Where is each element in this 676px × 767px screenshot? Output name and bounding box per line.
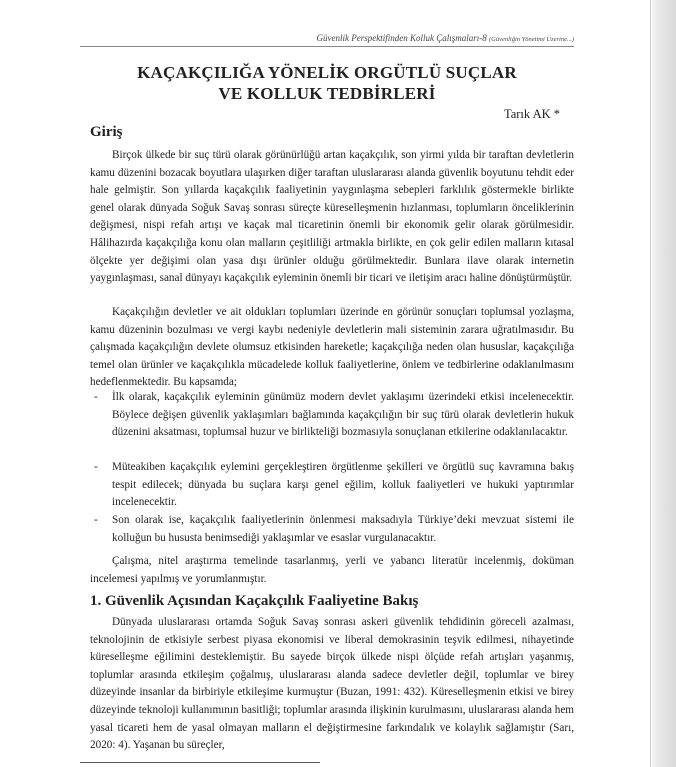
bullet-dash: - <box>94 514 98 526</box>
bullet-item-3: Son olarak ise, kaçakçılık faaliyetlerinin önlenmesi maksadıyla Türkiye’deki mevzuat sistemi ile kolluğun bu hususta benimsediği yaklaşımlar ve esaslar vurgulanacaktır. <box>112 514 574 544</box>
running-header-subtitle: (Güvenliğin Yönetimi Üzerine...) <box>488 36 574 43</box>
header-rule <box>80 46 574 47</box>
intro-closing-paragraph: Çalışma, nitel araştırma temelinde tasarlanmış, yerli ve yabancı literatür incelenmiş, doküman incelemesi yapılmış ve yorumlanmıştır. <box>90 555 574 585</box>
running-header <box>80 33 574 43</box>
chapter-title <box>80 62 574 104</box>
author-name: Tarık AK * <box>503 107 560 121</box>
section-1-heading: 1. Güvenlik Açısından Kaçakçılık Faaliyetine Bakış <box>90 593 419 609</box>
running-header-title: Güvenlik Perspektifinden Kolluk Çalışmaları-8 <box>316 33 487 43</box>
intro-heading: Giriş <box>90 124 123 140</box>
page-shadow <box>652 0 676 767</box>
page-edge <box>650 0 651 767</box>
intro-paragraph-2: Kaçakçılığın devletler ve ait oldukları toplumları üzerinde en görünür sonuçları toplumsal yozlaşma, kamu düzeninin bozulması ve vergi kaybı nedeniyle devletlerin mali sisteminin zarara uğratılmasıdır. Bu çalışmada kaçakçılığın devlete olumsuz etkisinden hareketle; kaçakçılığa neden olan hususlar, kaçakçılığa temel olan ürünler ve kaçakçılıkla mücadelede kolluk faaliyetlerine, önlem ve tedbirlerine odaklanılmasını hedeflenmektedir. Bu kapsamda; <box>90 306 574 389</box>
intro-paragraph-1: Birçok ülkede bir suç türü olarak görünürlüğü artan kaçakçılık, son yirmi yılda bir taraftan devletlerin kamu düzenini bozacak boyutlara ulaşırken diğer taraftan uluslararası alanda güvenlik boyutunu tehdit eder hale gelmiştir. Son yıllarda kaçakçılık faaliyetinin yaygınlaşma sebepleri farklılık göstermekle birlikte genel olarak dünyada Soğuk Savaş sonrası süreçte küreselleşmenin hızlanması, toplumların önceliklerinin değişmesi, nispi refah artışı ve kaçak mal ticaretinin önemli bir ekonomik gelir olarak görülmesidir. Hâlihazırda kaçakçılığa konu olan malların çeşitliliği artmakla birlikte, en çok gelir edilen malların kıtasal ölçekte yer değişimi olan yasa dışı ürünler olduğu görülmektedir. Bunlara ilave olarak internetin yaygınlaşması, sanal dünyayı kaçakçılık eyleminin önemli bir ticari ve iletişim aracı haline dönüştürmüştür. <box>90 149 574 285</box>
section-1-paragraph: Dünyada uluslararası ortamda Soğuk Savaş sonrası askeri güvenlik tehdidinin göreceli azalması, teknolojinin de etkisiyle serbest piyasa ekonomisi ve liberal demokrasinin teşvik edilmesi, nihayetinde küreselleşme eğilimini desteklemiştir. Bu sayede birçok ülkede nispi ölçüde refah artışları yaşanmış, toplumlar arasında etkileşim çoğalmış, uluslararası alanda sadece devletler değil, toplumlar ve birey düzeyinde insanlar da birbiriyle etkileşime kurmuştur (Buzan, 1991: 432). Küreselleşmenin etkisi ve birey düzeyinde teknoloji kullanımının basitliği; toplumlar arasında ilişkinin kurulmasını, uluslararası alanda hem yasal ticareti hem de yasal olmayan malların el değiştirmesine farkındalık ve kolaylık sağlamıştır (Sarı, 2020: 4). Yaşanan bu süreçler, <box>90 616 574 752</box>
bullet-item-1: İlk olarak, kaçakçılık eyleminin günümüz modern devlet yaklaşımı üzerindeki etkisi incelenecektir. Böylece değişen güvenlik yaklaşımları bağlamında kaçakçılığın bir suç türü olarak devletlerin hukuk düzenini aksatması, toplumsal huzur ve birlikteliği bozmasıyla sonuçlanan etkilerine odaklanılacaktır. <box>112 391 574 439</box>
bullet-item-2: Müteakiben kaçakçılık eylemini gerçekleştiren örgütlenme şekilleri ve örgütlü suç kavramına bakış tespit edilecek; dünyada bu suçlara karşı genel eğilim, kolluk faaliyetleri ve hukuki yaptırımlar incelenecektir. <box>112 461 574 509</box>
bullet-dash: - <box>94 391 98 403</box>
bullet-dash: - <box>94 461 98 473</box>
chapter-title-line1: KAÇAKÇILIĞA YÖNELİK ORGÜTLÜ SUÇLAR <box>137 63 517 82</box>
footnote-rule <box>80 762 320 763</box>
chapter-title-line2: VE KOLLUK TEDBİRLERİ <box>218 84 436 103</box>
